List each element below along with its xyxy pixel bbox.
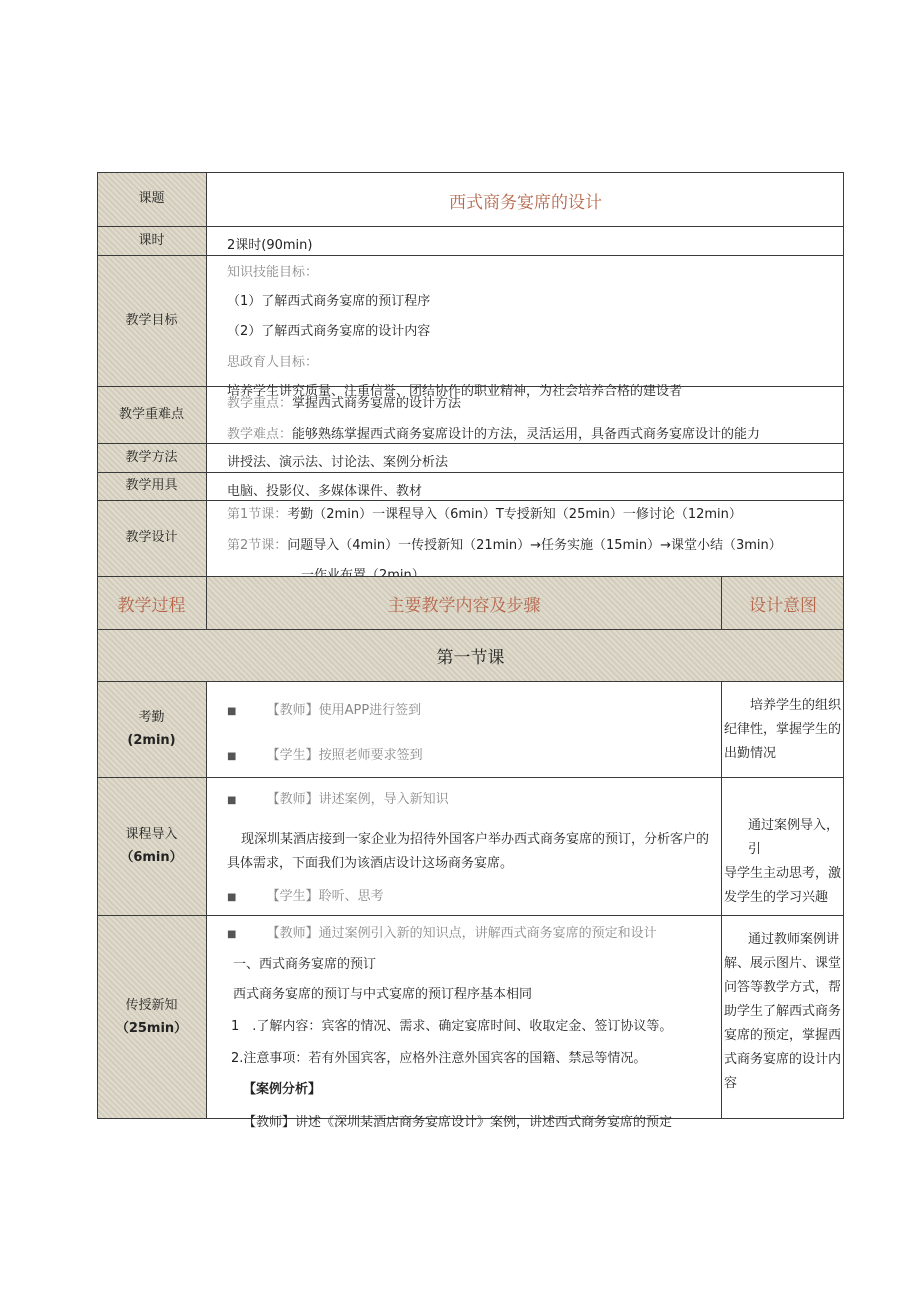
goal-heading: 知识技能目标： xyxy=(227,265,319,280)
attendance-item: 【学生】按照老师要求签到 xyxy=(266,748,423,763)
goal-item: （1）了解西式商务宴席的预订程序 xyxy=(227,294,431,309)
intent-line: 发学生的学习兴趣 xyxy=(724,890,829,905)
newknow-item: 2.注意事项：若有外国宾客，应格外注意外国宾客的国籍、禁忌等情况。 xyxy=(231,1051,647,1066)
row-label: 教学重难点 xyxy=(97,387,207,443)
bullet-icon: ■ xyxy=(227,929,237,940)
newknow-intent xyxy=(721,916,844,1119)
row-focus xyxy=(97,386,844,443)
row-new-knowledge xyxy=(97,915,844,1130)
intro-intent xyxy=(721,778,844,915)
row-method xyxy=(97,443,844,472)
row-label: 考勤 xyxy=(138,710,165,726)
goal-heading: 思政育人目标： xyxy=(227,355,319,370)
newknow-cut-line: 【教师】讲述《深圳某酒店商务宴席设计》案例，讲述西式商务宴席的预定 xyxy=(243,1115,673,1130)
row-duration: （6min） xyxy=(120,849,183,865)
focus-key-label: 教学重点： xyxy=(227,396,293,411)
row-label: 课时 xyxy=(97,227,207,255)
intent-line: 培养学生的组织 xyxy=(750,698,842,713)
header-intent: 设计意图 xyxy=(721,577,844,629)
table-bottom-line xyxy=(97,1118,844,1119)
tools-value: 电脑、投影仪、多媒体课件、教材 xyxy=(227,484,423,499)
intro-student: 【学生】聆听、思考 xyxy=(266,889,384,904)
attendance-intent xyxy=(721,682,844,777)
row-label: 教学用具 xyxy=(97,473,207,500)
design-period-text: 问题导入（4min）一传授新知（21min）→任务实施（15min）→课堂小结（3min） xyxy=(287,538,782,553)
intro-teacher: 【教师】讲述案例，导入新知识 xyxy=(266,792,449,807)
design-period-label: 第2节课： xyxy=(227,538,288,553)
intent-line: 宴席的预定，掌握西 xyxy=(724,1028,842,1043)
process-header xyxy=(97,576,844,629)
row-topic xyxy=(97,172,844,226)
intent-line: 助学生了解西式商务 xyxy=(724,1004,842,1019)
row-tools xyxy=(97,472,844,500)
bullet-icon: ■ xyxy=(227,751,237,762)
method-value: 讲授法、演示法、讨论法、案例分析法 xyxy=(227,455,449,470)
design-period-text: 考勤（2min）一课程导入（6min）T专授新知（25min）一修讨论（12min） xyxy=(287,507,742,522)
row-duration: （25min） xyxy=(115,1020,188,1036)
row-label: 课题 xyxy=(97,172,207,226)
row-goals xyxy=(97,255,844,399)
newknow-item: 1 .了解内容：宾客的情况、需求、确定宴席时间、收取定金、签订协议等。 xyxy=(231,1019,673,1034)
case-analysis-heading: 【案例分析】 xyxy=(243,1082,322,1097)
section-row xyxy=(97,629,844,681)
section-title: 第一节课 xyxy=(436,648,505,668)
newknow-paragraph: 西式商务宴席的预订与中式宴席的预订程序基本相同 xyxy=(233,987,533,1002)
bullet-icon: ■ xyxy=(227,706,237,717)
intent-line: 通过案例导入，引 xyxy=(748,818,840,857)
bullet-icon: ■ xyxy=(227,795,237,806)
focus-key-text: 掌握西式商务宴席的设计方法 xyxy=(292,396,462,411)
row-label: 教学目标 xyxy=(97,256,207,386)
row-hours xyxy=(97,226,844,255)
intent-line: 出勤情况 xyxy=(724,746,777,761)
design-period-label: 第1节课： xyxy=(227,507,288,522)
row-label: 教学设计 xyxy=(97,501,207,576)
newknow-heading: 一、西式商务宴席的预订 xyxy=(233,957,377,972)
row-duration: (2min) xyxy=(127,732,176,748)
row-label: 传授新知 xyxy=(125,998,178,1014)
newknow-teacher: 【教师】通过案例引入新的知识点，讲解西式商务宴席的预定和设计 xyxy=(266,926,657,941)
intent-line: 纪律性，掌握学生的 xyxy=(724,722,842,737)
row-label: 课程导入 xyxy=(125,827,178,843)
row-design xyxy=(97,500,844,576)
intro-paragraph-line: 具体需求，下面我们为该酒店设计这场商务宴席。 xyxy=(227,856,514,871)
goal-item: （2）了解西式商务宴席的设计内容 xyxy=(227,324,431,339)
intent-line: 导学生主动思考，激 xyxy=(724,866,842,881)
focus-hard-text: 能够熟练掌握西式商务宴席设计的方法，灵活运用，具备西式商务宴席设计的能力 xyxy=(292,427,761,442)
intent-line: 解、展示图片、课堂 xyxy=(724,956,842,971)
header-process: 教学过程 xyxy=(97,577,207,629)
intent-line: 式商务宴席的设计内 xyxy=(724,1052,842,1067)
row-label: 教学方法 xyxy=(97,444,207,472)
row-intro xyxy=(97,777,844,915)
intent-line: 问答等教学方式，帮 xyxy=(724,980,842,995)
lesson-title: 西式商务宴席的设计 xyxy=(449,193,602,213)
header-content: 主要教学内容及步骤 xyxy=(387,595,541,616)
hours-value: 2课时(90min) xyxy=(227,238,313,253)
intent-line: 通过教师案例讲 xyxy=(748,932,840,947)
attendance-item: 【教师】使用APP进行签到 xyxy=(266,703,422,718)
goal-item: 培养学生讲究质量、注重信誉、团结协作的职业精神，为社会培养合格的建设者 xyxy=(227,384,683,399)
bullet-icon: ■ xyxy=(227,892,237,903)
focus-hard-label: 教学难点： xyxy=(227,427,293,442)
row-attendance xyxy=(97,681,844,777)
intent-line: 容 xyxy=(724,1076,738,1091)
intro-paragraph-line: 现深圳某酒店接到一家企业为招待外国客户举办西式商务宴席的预订，分析客户的 xyxy=(241,832,710,847)
